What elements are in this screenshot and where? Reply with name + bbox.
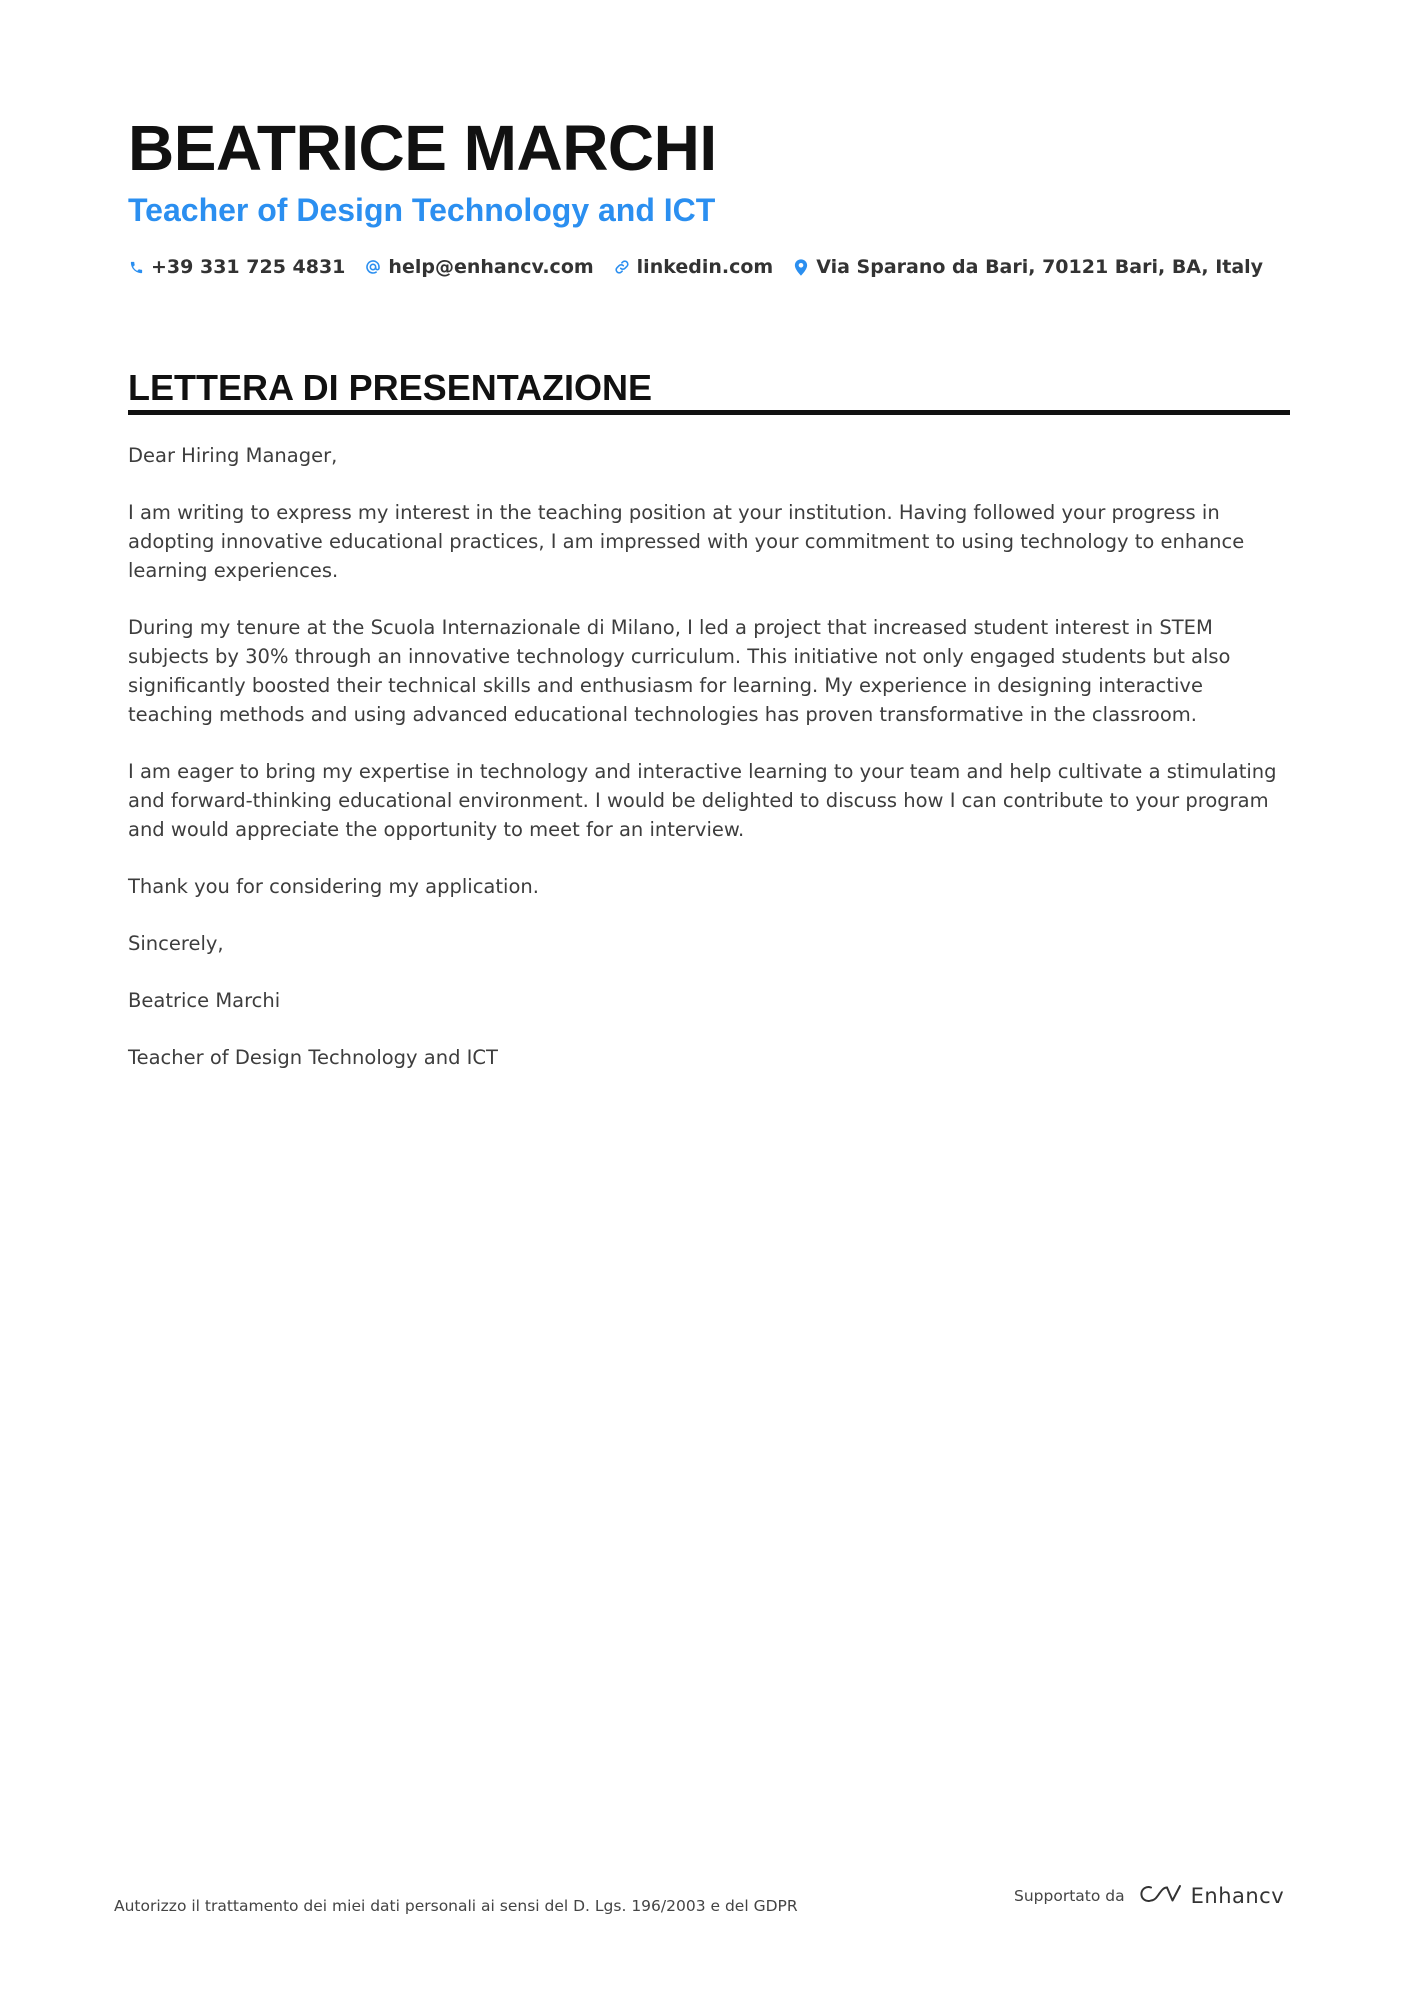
location-pin-icon [793,258,809,276]
letter-signature-name: Beatrice Marchi [128,989,281,1012]
contact-email-text: help@enhancv.com [388,256,594,278]
candidate-name: BEATRICE MARCHI [128,112,717,184]
contact-phone-text: +39 331 725 4831 [151,256,346,278]
letter-salutation: Dear Hiring Manager, [128,444,338,467]
section-title: LETTERA DI PRESENTAZIONE [128,367,653,408]
contact-linkedin-text: linkedin.com [636,256,774,278]
enhancv-logo-icon [1137,1882,1183,1910]
contact-phone [128,254,345,280]
contact-address-text: Via Sparano da Bari, 70121 Bari, BA, Italy [816,256,1264,278]
contact-email[interactable] [365,254,593,280]
at-icon [365,258,381,276]
contact-linkedin[interactable] [614,254,774,280]
powered-by-label: Supportato da [1014,1887,1125,1905]
letter-paragraph: I am writing to express my interest in the teaching position at your institution. Having followed your progress in adopting innovative educational practices, I am impressed with your commitment to using technology to enhance learning experiences. [128,501,1245,582]
candidate-job-title: Teacher of Design Technology and ICT [128,192,716,228]
letter-paragraph: During my tenure at the Scuola Internazionale di Milano, I led a project that increased student interest in STEM subjects by 30% through an innovative technology curriculum. This initiative not only engaged students but also significantly boosted their technical skills and enthusiasm for learning. My experience in designing interactive teaching methods and using advanced educational technologies has proven transformative in the classroom. [128,616,1231,726]
brand-logo[interactable] [1137,1882,1285,1910]
section-divider [128,410,1290,415]
letter-body [128,441,1290,1100]
link-icon [614,258,630,276]
letter-paragraph: I am eager to bring my expertise in technology and interactive learning to your team and help cultivate a stimulating and forward-thinking educational environment. I would be delighted to discuss how I can contribute to your program and would appreciate the opportunity to meet for an interview. [128,760,1277,841]
phone-icon [128,258,144,276]
footer-consent: Autorizzo il trattamento dei miei dati personali ai sensi del D. Lgs. 196/2003 e del GDPR [114,1897,798,1915]
letter-signature-title: Teacher of Design Technology and ICT [128,1046,498,1069]
letter-paragraph: Thank you for considering my application. [128,875,539,898]
contact-info [128,254,1263,280]
letter-closing: Sincerely, [128,932,224,955]
brand-name: Enhancv [1190,1884,1285,1908]
contact-address [793,254,1263,280]
footer-powered-by [1014,1882,1284,1910]
